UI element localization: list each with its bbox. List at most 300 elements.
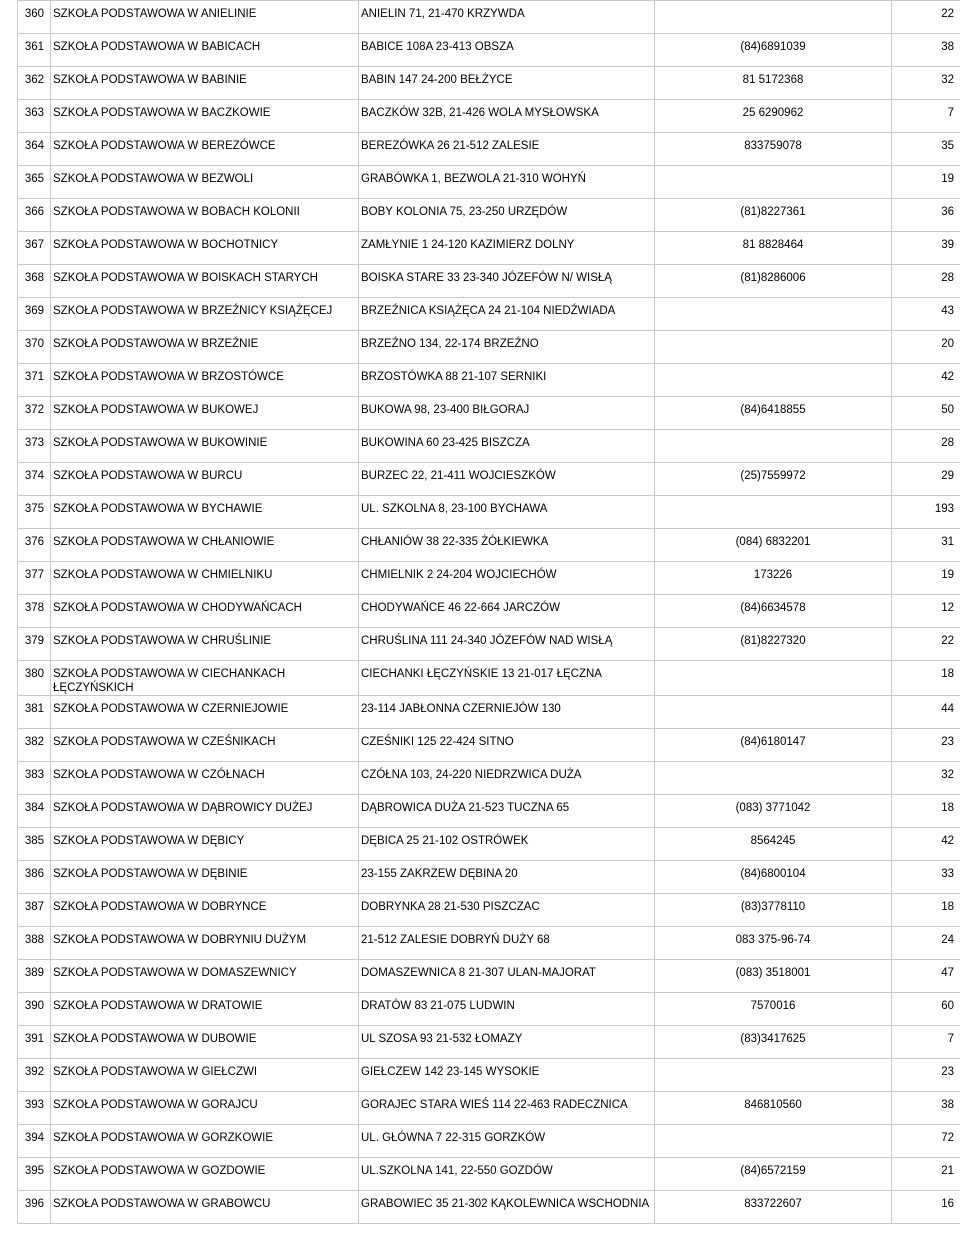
school-address: GIEŁCZEW 142 23-145 WYSOKIE bbox=[361, 1066, 540, 1078]
school-name: SZKOŁA PODSTAWOWA W GORZKOWIE bbox=[53, 1132, 274, 1144]
table-row bbox=[18, 133, 960, 166]
row-number-cell bbox=[18, 894, 51, 927]
school-address: 23-114 JABŁONNA CZERNIEJÓW 130 bbox=[361, 703, 561, 715]
student-count: 19 bbox=[941, 569, 954, 581]
school-phone-cell bbox=[655, 960, 892, 993]
schools-table bbox=[17, 0, 960, 1224]
school-phone bbox=[655, 1125, 891, 1131]
table-row bbox=[18, 628, 960, 661]
school-address-cell bbox=[359, 331, 655, 364]
school-address-cell bbox=[359, 463, 655, 496]
school-address-cell bbox=[359, 894, 655, 927]
school-phone: 8564245 bbox=[750, 835, 796, 847]
school-phone-cell bbox=[655, 595, 892, 628]
table-row bbox=[18, 894, 960, 927]
school-phone bbox=[655, 364, 891, 370]
table-row bbox=[18, 1125, 960, 1158]
school-name-cell bbox=[51, 1, 359, 34]
row-number: 381 bbox=[24, 703, 44, 715]
row-number: 374 bbox=[24, 470, 44, 482]
school-name-cell bbox=[51, 34, 359, 67]
school-name: SZKOŁA PODSTAWOWA W BUKOWEJ bbox=[53, 404, 259, 416]
school-name: SZKOŁA PODSTAWOWA W CZÓŁNACH bbox=[53, 769, 265, 781]
student-count: 42 bbox=[941, 835, 954, 847]
row-number-cell bbox=[18, 133, 51, 166]
school-name-cell bbox=[51, 894, 359, 927]
school-name-cell bbox=[51, 1092, 359, 1125]
student-count-cell bbox=[892, 496, 960, 529]
school-phone-cell bbox=[655, 894, 892, 927]
school-address-cell bbox=[359, 496, 655, 529]
row-number-cell bbox=[18, 463, 51, 496]
student-count: 22 bbox=[941, 635, 954, 647]
school-address: GRABÓWKA 1, BEZWOLA 21-310 WOHYŃ bbox=[361, 173, 586, 185]
school-address-cell bbox=[359, 166, 655, 199]
row-number: 389 bbox=[24, 967, 44, 979]
school-address-cell bbox=[359, 960, 655, 993]
row-number: 379 bbox=[24, 635, 44, 647]
school-phone-cell bbox=[655, 1158, 892, 1191]
table-row bbox=[18, 1092, 960, 1125]
student-count-cell bbox=[892, 696, 960, 729]
school-name: SZKOŁA PODSTAWOWA W GRABOWCU bbox=[53, 1198, 271, 1210]
school-phone-cell bbox=[655, 1, 892, 34]
school-address: ZAMŁYNIE 1 24-120 KAZIMIERZ DOLNY bbox=[361, 239, 575, 251]
row-number: 360 bbox=[24, 8, 44, 20]
row-number: 370 bbox=[24, 338, 44, 350]
table-row bbox=[18, 960, 960, 993]
row-number: 386 bbox=[24, 868, 44, 880]
school-name-cell bbox=[51, 430, 359, 463]
row-number: 362 bbox=[24, 74, 44, 86]
row-number: 383 bbox=[24, 769, 44, 781]
school-phone bbox=[655, 430, 891, 436]
school-name-cell bbox=[51, 628, 359, 661]
school-name-cell bbox=[51, 828, 359, 861]
school-phone-cell bbox=[655, 430, 892, 463]
row-number-cell bbox=[18, 1191, 51, 1224]
school-phone: (84)6180147 bbox=[740, 736, 806, 748]
school-phone-cell bbox=[655, 397, 892, 430]
row-number: 390 bbox=[24, 1000, 44, 1012]
school-phone: 846810560 bbox=[744, 1099, 802, 1111]
table-row bbox=[18, 1191, 960, 1224]
school-name: SZKOŁA PODSTAWOWA W DRATOWIE bbox=[53, 1000, 263, 1012]
school-name-cell bbox=[51, 960, 359, 993]
school-address: CHODYWAŃCE 46 22-664 JARCZÓW bbox=[361, 602, 560, 614]
student-count: 18 bbox=[941, 668, 954, 680]
school-name-cell bbox=[51, 595, 359, 628]
school-phone-cell bbox=[655, 166, 892, 199]
student-count-cell bbox=[892, 133, 960, 166]
school-phone-cell bbox=[655, 199, 892, 232]
school-phone: (083) 3518001 bbox=[735, 967, 811, 979]
school-address: BABIN 147 24-200 BEŁŻYCE bbox=[361, 74, 513, 86]
row-number: 382 bbox=[24, 736, 44, 748]
school-address: GRABOWIEC 35 21-302 KĄKOLEWNICA WSCHODNIA bbox=[361, 1198, 650, 1210]
school-address: GORAJEC STARA WIEŚ 114 22-463 RADECZNICA bbox=[361, 1099, 628, 1111]
student-count: 36 bbox=[941, 206, 954, 218]
school-phone-cell bbox=[655, 100, 892, 133]
row-number: 378 bbox=[24, 602, 44, 614]
school-address: DĘBICA 25 21-102 OSTRÓWEK bbox=[361, 835, 529, 847]
student-count: 47 bbox=[941, 967, 954, 979]
school-name: SZKOŁA PODSTAWOWA W BOCHOTNICY bbox=[53, 239, 279, 251]
school-address-cell bbox=[359, 795, 655, 828]
school-phone bbox=[655, 696, 891, 702]
school-address: DOMASZEWNICA 8 21-307 ULAN-MAJORAT bbox=[361, 967, 596, 979]
school-address: BOBY KOLONIA 75, 23-250 URZĘDÓW bbox=[361, 206, 568, 218]
school-address-cell bbox=[359, 265, 655, 298]
student-count-cell bbox=[892, 67, 960, 100]
row-number: 396 bbox=[24, 1198, 44, 1210]
school-phone-cell bbox=[655, 729, 892, 762]
school-name: SZKOŁA PODSTAWOWA W DUBOWIE bbox=[53, 1033, 257, 1045]
school-phone bbox=[655, 1, 891, 7]
school-phone: 083 375-96-74 bbox=[735, 934, 811, 946]
school-address-cell bbox=[359, 696, 655, 729]
school-address-cell bbox=[359, 133, 655, 166]
row-number-cell bbox=[18, 562, 51, 595]
school-phone bbox=[655, 166, 891, 172]
student-count-cell bbox=[892, 861, 960, 894]
school-phone-cell bbox=[655, 828, 892, 861]
student-count: 21 bbox=[941, 1165, 954, 1177]
student-count: 44 bbox=[941, 703, 954, 715]
school-name: SZKOŁA PODSTAWOWA W BRZOSTÓWCE bbox=[53, 371, 284, 383]
row-number: 365 bbox=[24, 173, 44, 185]
student-count-cell bbox=[892, 661, 960, 696]
row-number: 373 bbox=[24, 437, 44, 449]
school-name-cell bbox=[51, 762, 359, 795]
school-address-cell bbox=[359, 232, 655, 265]
student-count-cell bbox=[892, 960, 960, 993]
row-number: 391 bbox=[24, 1033, 44, 1045]
row-number: 368 bbox=[24, 272, 44, 284]
table-row bbox=[18, 232, 960, 265]
row-number: 380 bbox=[24, 668, 44, 680]
table-row bbox=[18, 595, 960, 628]
school-address: CZEŚNIKI 125 22-424 SITNO bbox=[361, 736, 514, 748]
school-address-cell bbox=[359, 529, 655, 562]
school-address-cell bbox=[359, 1158, 655, 1191]
school-phone bbox=[655, 661, 891, 667]
school-address: BUKOWA 98, 23-400 BIŁGORAJ bbox=[361, 404, 530, 416]
school-name: SZKOŁA PODSTAWOWA W BURCU bbox=[53, 470, 243, 482]
table-row bbox=[18, 861, 960, 894]
school-name: SZKOŁA PODSTAWOWA W CHODYWAŃCACH bbox=[53, 602, 302, 614]
school-address: 23-155 ZAKRZEW DĘBINA 20 bbox=[361, 868, 518, 880]
student-count-cell bbox=[892, 265, 960, 298]
school-name: SZKOŁA PODSTAWOWA W BEZWOLI bbox=[53, 173, 254, 185]
school-address-cell bbox=[359, 364, 655, 397]
school-name-cell bbox=[51, 133, 359, 166]
school-phone: (084) 6832201 bbox=[735, 536, 811, 548]
row-number: 377 bbox=[24, 569, 44, 581]
row-number-cell bbox=[18, 828, 51, 861]
school-name: SZKOŁA PODSTAWOWA W CIECHANKACH ŁĘCZYŃSKICH bbox=[53, 668, 286, 694]
school-address: BEREZÓWKA 26 21-512 ZALESIE bbox=[361, 140, 540, 152]
school-name: SZKOŁA PODSTAWOWA W BACZKOWIE bbox=[53, 107, 271, 119]
school-name-cell bbox=[51, 1191, 359, 1224]
student-count-cell bbox=[892, 894, 960, 927]
row-number-cell bbox=[18, 1092, 51, 1125]
school-address: UL.SZKOLNA 141, 22-550 GOZDÓW bbox=[361, 1165, 553, 1177]
school-phone-cell bbox=[655, 298, 892, 331]
school-address: DOBRYNKA 28 21-530 PISZCZAC bbox=[361, 901, 540, 913]
row-number-cell bbox=[18, 397, 51, 430]
table-row bbox=[18, 828, 960, 861]
school-name: SZKOŁA PODSTAWOWA W CHRUŚLINIE bbox=[53, 635, 272, 647]
row-number: 385 bbox=[24, 835, 44, 847]
student-count-cell bbox=[892, 1092, 960, 1125]
school-phone bbox=[655, 762, 891, 768]
student-count: 32 bbox=[941, 74, 954, 86]
table-row bbox=[18, 562, 960, 595]
row-number: 388 bbox=[24, 934, 44, 946]
school-phone-cell bbox=[655, 463, 892, 496]
student-count: 19 bbox=[941, 173, 954, 185]
student-count-cell bbox=[892, 331, 960, 364]
row-number-cell bbox=[18, 795, 51, 828]
school-phone: (083) 3771042 bbox=[735, 802, 811, 814]
student-count-cell bbox=[892, 364, 960, 397]
table-row bbox=[18, 993, 960, 1026]
school-phone-cell bbox=[655, 1026, 892, 1059]
school-address-cell bbox=[359, 67, 655, 100]
table-row bbox=[18, 529, 960, 562]
school-name-cell bbox=[51, 993, 359, 1026]
school-phone: (81)8227320 bbox=[740, 635, 806, 647]
school-phone: 173226 bbox=[753, 569, 793, 581]
school-name-cell bbox=[51, 232, 359, 265]
student-count-cell bbox=[892, 595, 960, 628]
school-phone-cell bbox=[655, 1191, 892, 1224]
table-row bbox=[18, 331, 960, 364]
row-number-cell bbox=[18, 696, 51, 729]
school-address-cell bbox=[359, 562, 655, 595]
schools-table-body bbox=[18, 1, 960, 1224]
table-row bbox=[18, 397, 960, 430]
school-phone bbox=[655, 1059, 891, 1065]
school-address: BABICE 108A 23-413 OBSZA bbox=[361, 41, 514, 53]
student-count-cell bbox=[892, 529, 960, 562]
school-phone: (83)3417625 bbox=[740, 1033, 806, 1045]
row-number-cell bbox=[18, 1125, 51, 1158]
student-count: 60 bbox=[941, 1000, 954, 1012]
school-address-cell bbox=[359, 927, 655, 960]
student-count-cell bbox=[892, 232, 960, 265]
school-address: BRZOSTÓWKA 88 21-107 SERNIKI bbox=[361, 371, 547, 383]
school-name: SZKOŁA PODSTAWOWA W GOZDOWIE bbox=[53, 1165, 266, 1177]
table-row bbox=[18, 34, 960, 67]
row-number-cell bbox=[18, 628, 51, 661]
row-number-cell bbox=[18, 861, 51, 894]
school-address-cell bbox=[359, 1026, 655, 1059]
student-count-cell bbox=[892, 562, 960, 595]
student-count-cell bbox=[892, 397, 960, 430]
school-name: SZKOŁA PODSTAWOWA W BEREZÓWCE bbox=[53, 140, 276, 152]
row-number-cell bbox=[18, 199, 51, 232]
row-number: 375 bbox=[24, 503, 44, 515]
school-address-cell bbox=[359, 199, 655, 232]
school-phone bbox=[655, 298, 891, 304]
row-number-cell bbox=[18, 1158, 51, 1191]
school-address: BACZKÓW 32B, 21-426 WOLA MYSŁOWSKA bbox=[361, 107, 599, 119]
school-name: SZKOŁA PODSTAWOWA W CHŁANIOWIE bbox=[53, 536, 275, 548]
school-name-cell bbox=[51, 562, 359, 595]
row-number-cell bbox=[18, 762, 51, 795]
school-phone: (84)6891039 bbox=[740, 41, 806, 53]
student-count: 43 bbox=[941, 305, 954, 317]
student-count-cell bbox=[892, 795, 960, 828]
student-count: 39 bbox=[941, 239, 954, 251]
school-phone-cell bbox=[655, 861, 892, 894]
school-phone-cell bbox=[655, 795, 892, 828]
school-name: SZKOŁA PODSTAWOWA W GIEŁCZWI bbox=[53, 1066, 258, 1078]
school-name-cell bbox=[51, 364, 359, 397]
school-name: SZKOŁA PODSTAWOWA W CHMIELNIKU bbox=[53, 569, 273, 581]
school-name: SZKOŁA PODSTAWOWA W DĘBINIE bbox=[53, 868, 248, 880]
school-address-cell bbox=[359, 861, 655, 894]
row-number-cell bbox=[18, 1026, 51, 1059]
school-address-cell bbox=[359, 397, 655, 430]
student-count-cell bbox=[892, 199, 960, 232]
school-address: UL. GŁÓWNA 7 22-315 GORZKÓW bbox=[361, 1132, 546, 1144]
school-name: SZKOŁA PODSTAWOWA W BUKOWINIE bbox=[53, 437, 268, 449]
student-count: 24 bbox=[941, 934, 954, 946]
student-count: 38 bbox=[941, 41, 954, 53]
student-count-cell bbox=[892, 993, 960, 1026]
school-name-cell bbox=[51, 729, 359, 762]
school-address: BRZEŹNICA KSIĄŻĘCA 24 21-104 NIEDŹWIADA bbox=[361, 305, 616, 317]
table-row bbox=[18, 430, 960, 463]
school-phone: 833759078 bbox=[744, 140, 802, 152]
student-count: 18 bbox=[941, 802, 954, 814]
row-number-cell bbox=[18, 595, 51, 628]
school-name: SZKOŁA PODSTAWOWA W BABICACH bbox=[53, 41, 261, 53]
student-count-cell bbox=[892, 927, 960, 960]
student-count-cell bbox=[892, 828, 960, 861]
school-address-cell bbox=[359, 34, 655, 67]
school-phone: (84)6634578 bbox=[740, 602, 806, 614]
school-address: BUKOWINA 60 23-425 BISZCZA bbox=[361, 437, 530, 449]
school-address: CHRUŚLINA 111 24-340 JÓZEFÓW NAD WISŁĄ bbox=[361, 635, 613, 647]
school-address: ANIELIN 71, 21-470 KRZYWDA bbox=[361, 8, 525, 20]
school-name: SZKOŁA PODSTAWOWA W BOBACH KOLONII bbox=[53, 206, 300, 218]
school-phone: (84)6800104 bbox=[740, 868, 806, 880]
school-name: SZKOŁA PODSTAWOWA W BRZEŹNICY KSIĄŻĘCEJ bbox=[53, 305, 333, 317]
table-row bbox=[18, 696, 960, 729]
student-count-cell bbox=[892, 1158, 960, 1191]
student-count-cell bbox=[892, 729, 960, 762]
school-phone: 833722607 bbox=[744, 1198, 802, 1210]
school-address: CHŁANIÓW 38 22-335 ŻÓŁKIEWKA bbox=[361, 536, 549, 548]
school-address: CIECHANKI ŁĘCZYŃSKIE 13 21-017 ŁĘCZNA bbox=[361, 668, 602, 680]
school-name: SZKOŁA PODSTAWOWA W DĄBROWICY DUŻEJ bbox=[53, 802, 313, 814]
school-address: DRATÓW 83 21-075 LUDWIN bbox=[361, 1000, 515, 1012]
row-number: 376 bbox=[24, 536, 44, 548]
student-count-cell bbox=[892, 1, 960, 34]
row-number-cell bbox=[18, 993, 51, 1026]
student-count: 28 bbox=[941, 437, 954, 449]
school-phone-cell bbox=[655, 762, 892, 795]
school-name-cell bbox=[51, 1059, 359, 1092]
row-number-cell bbox=[18, 166, 51, 199]
student-count-cell bbox=[892, 463, 960, 496]
school-address-cell bbox=[359, 661, 655, 696]
row-number: 392 bbox=[24, 1066, 44, 1078]
student-count-cell bbox=[892, 34, 960, 67]
student-count: 18 bbox=[941, 901, 954, 913]
row-number-cell bbox=[18, 100, 51, 133]
school-phone-cell bbox=[655, 529, 892, 562]
school-phone: 7570016 bbox=[750, 1000, 796, 1012]
school-name: SZKOŁA PODSTAWOWA W DOBRYNIU DUŻYM bbox=[53, 934, 307, 946]
school-address: DĄBROWICA DUŻA 21-523 TUCZNA 65 bbox=[361, 802, 570, 814]
school-name: SZKOŁA PODSTAWOWA W BYCHAWIE bbox=[53, 503, 263, 515]
student-count: 23 bbox=[941, 736, 954, 748]
school-phone-cell bbox=[655, 133, 892, 166]
row-number: 367 bbox=[24, 239, 44, 251]
school-address-cell bbox=[359, 1092, 655, 1125]
school-address-cell bbox=[359, 762, 655, 795]
school-name: SZKOŁA PODSTAWOWA W BRZEŹNIE bbox=[53, 338, 259, 350]
row-number: 364 bbox=[24, 140, 44, 152]
school-address: UL SZOSA 93 21-532 ŁOMAZY bbox=[361, 1033, 523, 1045]
row-number-cell bbox=[18, 298, 51, 331]
school-address-cell bbox=[359, 1125, 655, 1158]
school-address-cell bbox=[359, 1191, 655, 1224]
school-name-cell bbox=[51, 529, 359, 562]
row-number-cell bbox=[18, 927, 51, 960]
school-address: BRZEŹNO 134, 22-174 BRZEŹNO bbox=[361, 338, 539, 350]
student-count: 23 bbox=[941, 1066, 954, 1078]
school-address-cell bbox=[359, 298, 655, 331]
school-name: SZKOŁA PODSTAWOWA W DOMASZEWNICY bbox=[53, 967, 297, 979]
student-count-cell bbox=[892, 1125, 960, 1158]
school-address-cell bbox=[359, 1059, 655, 1092]
school-name: SZKOŁA PODSTAWOWA W DĘBICY bbox=[53, 835, 245, 847]
school-phone-cell bbox=[655, 1059, 892, 1092]
school-address-cell bbox=[359, 1, 655, 34]
table-row bbox=[18, 298, 960, 331]
row-number-cell bbox=[18, 67, 51, 100]
school-phone-cell bbox=[655, 927, 892, 960]
school-name-cell bbox=[51, 795, 359, 828]
school-address: BOISKA STARE 33 23-340 JÓZEFÓW N/ WISŁĄ bbox=[361, 272, 612, 284]
school-phone bbox=[655, 496, 891, 502]
table-row bbox=[18, 1158, 960, 1191]
student-count: 20 bbox=[941, 338, 954, 350]
school-name: SZKOŁA PODSTAWOWA W ANIELINIE bbox=[53, 8, 257, 20]
school-name-cell bbox=[51, 1026, 359, 1059]
row-number-cell bbox=[18, 496, 51, 529]
school-name-cell bbox=[51, 265, 359, 298]
school-name-cell bbox=[51, 397, 359, 430]
school-address-cell bbox=[359, 100, 655, 133]
row-number: 369 bbox=[24, 305, 44, 317]
row-number: 366 bbox=[24, 206, 44, 218]
student-count: 22 bbox=[941, 8, 954, 20]
table-row bbox=[18, 795, 960, 828]
student-count-cell bbox=[892, 100, 960, 133]
student-count-cell bbox=[892, 1026, 960, 1059]
row-number: 371 bbox=[24, 371, 44, 383]
school-phone-cell bbox=[655, 661, 892, 696]
school-name-cell bbox=[51, 166, 359, 199]
school-name-cell bbox=[51, 463, 359, 496]
